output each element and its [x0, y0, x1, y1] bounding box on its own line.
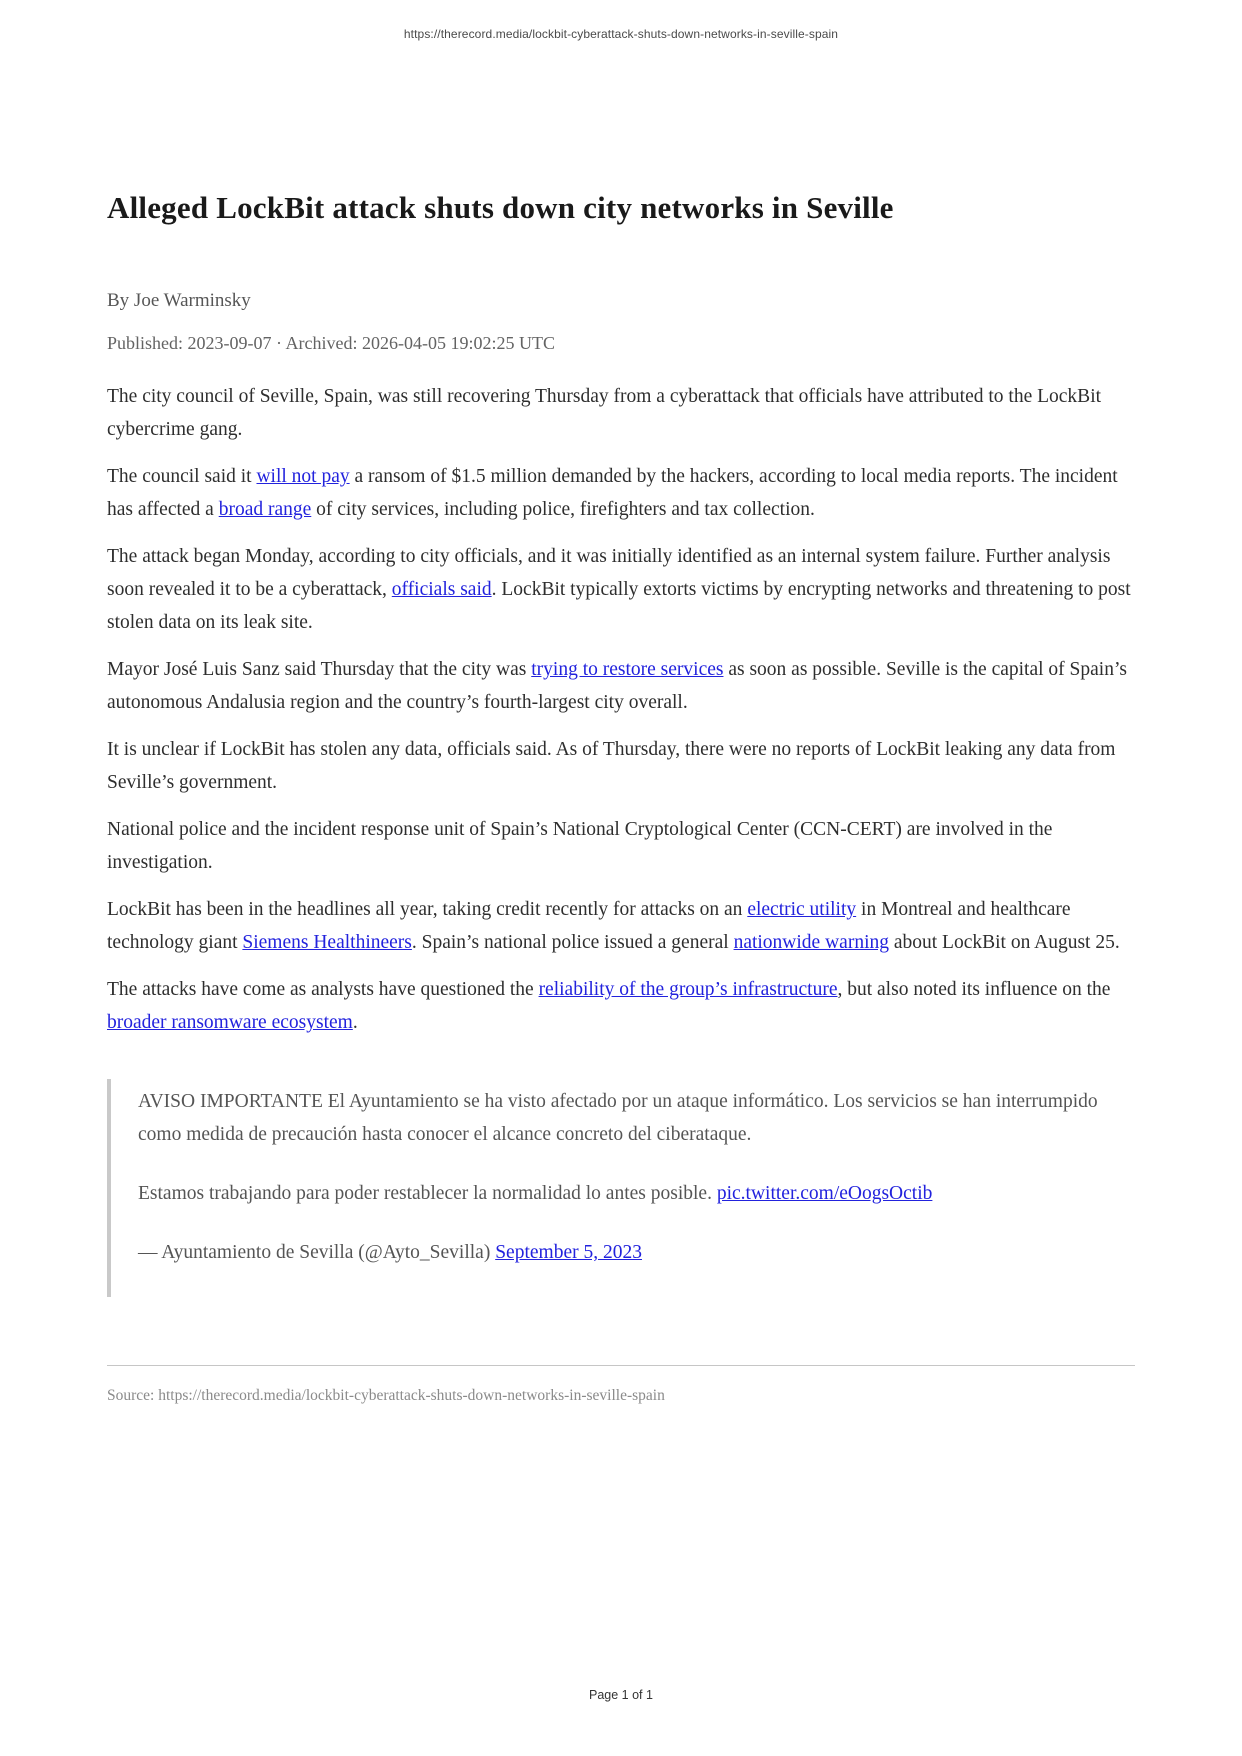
inline-link[interactable]: September 5, 2023 — [495, 1242, 642, 1264]
paragraph — [107, 813, 1135, 879]
paragraph-text: LockBit has been in the headlines all year, taking credit recently for attacks on an — [107, 899, 748, 921]
page-footer: Page 1 of 1 — [589, 1688, 653, 1702]
inline-link[interactable]: reliability of the group’s infrastructure — [538, 979, 838, 1001]
paragraph-text: The attacks have come as analysts have questioned the — [107, 979, 539, 1001]
paragraph-text: of city services, including police, firefighters and tax collection. — [311, 499, 815, 521]
divider — [107, 1365, 1135, 1366]
article-body — [107, 380, 1135, 1297]
paragraph-text: in Montreal and healthcare technology giant — [107, 899, 1071, 954]
inline-link[interactable]: officials said — [391, 579, 492, 601]
published-meta: Published: 2023-09-07 · Archived: 2026-04-05 19:02:25 UTC — [107, 333, 555, 354]
inline-link[interactable]: broad range — [218, 499, 312, 521]
paragraph-text: Mayor José Luis Sanz said Thursday that the city was — [107, 659, 532, 681]
header-url: https://therecord.media/lockbit-cyberattack-shuts-down-networks-in-seville-spain — [403, 27, 839, 41]
paragraph-text: a ransom of $1.5 million demanded by the hackers, according to local media reports. The incident has affected a — [107, 466, 1118, 521]
paragraph — [107, 460, 1135, 526]
paragraph-text: The attack began Monday, according to city officials, and it was initially identified as an internal system failure. Further analysis soon revealed it to be a cyberattack, — [107, 546, 1111, 601]
inline-link[interactable]: electric utility — [747, 899, 857, 921]
paragraph-text: The council said it — [107, 466, 257, 488]
inline-link[interactable]: Siemens Healthineers — [242, 932, 412, 954]
paragraph-text: — Ayuntamiento de Sevilla (@Ayto_Sevilla) — [138, 1242, 496, 1264]
paragraph-text: It is unclear if LockBit has stolen any data, officials said. As of Thursday, there were no reports of LockBit leaking any data from Seville’s government. — [107, 739, 1116, 794]
paragraph — [107, 733, 1135, 799]
inline-link[interactable]: pic.twitter.com/eOogsOctib — [716, 1183, 933, 1205]
paragraph — [107, 653, 1135, 719]
paragraph-text: . Spain’s national police issued a general — [411, 932, 734, 954]
inline-link[interactable]: nationwide warning — [733, 932, 889, 954]
paragraph — [107, 540, 1135, 639]
blockquote-paragraph — [138, 1177, 1135, 1210]
paragraph — [107, 380, 1135, 446]
paragraph-text: about LockBit on August 25. — [888, 932, 1120, 954]
inline-link[interactable]: will not pay — [256, 466, 350, 488]
paragraph — [107, 893, 1135, 959]
paragraph-text: . LockBit typically extorts victims by encrypting networks and threatening to post stolen data on its leak site. — [107, 579, 1131, 634]
byline: By Joe Warminsky — [107, 289, 251, 311]
paragraph — [107, 973, 1135, 1039]
paragraph-text: , but also noted its influence on the — [837, 979, 1111, 1001]
source-line: Source: https://therecord.media/lockbit-cyberattack-shuts-down-networks-in-seville-spain — [107, 1387, 665, 1405]
embedded-tweet-quote — [107, 1079, 1135, 1297]
page-title: Alleged LockBit attack shuts down city networks in Seville — [107, 190, 894, 225]
paragraph-text: The city council of Seville, Spain, was still recovering Thursday from a cyberattack that officials have attributed to the LockBit cybercrime gang. — [107, 386, 1102, 441]
blockquote-paragraph — [138, 1085, 1135, 1151]
paragraph-text: AVISO IMPORTANTE El Ayuntamiento se ha visto afectado por un ataque informático. Los servicios se han interrumpido como medida de precaución hasta conocer el alcance concreto del ciberataque. — [138, 1091, 1098, 1146]
inline-link[interactable]: trying to restore services — [531, 659, 724, 681]
paragraph-text: as soon as possible. Seville is the capital of Spain’s autonomous Andalusia region and the country’s fourth-largest city overall. — [107, 659, 1127, 714]
inline-link[interactable]: broader ransomware ecosystem — [107, 1012, 353, 1034]
tweet-attribution — [138, 1236, 1135, 1269]
paragraph-text: . — [352, 1012, 358, 1034]
paragraph-text: National police and the incident response unit of Spain’s National Cryptological Center (CCN-CERT) are involved in the investigation. — [107, 819, 1053, 874]
paragraph-text: Estamos trabajando para poder restablecer la normalidad lo antes posible. — [138, 1183, 717, 1205]
